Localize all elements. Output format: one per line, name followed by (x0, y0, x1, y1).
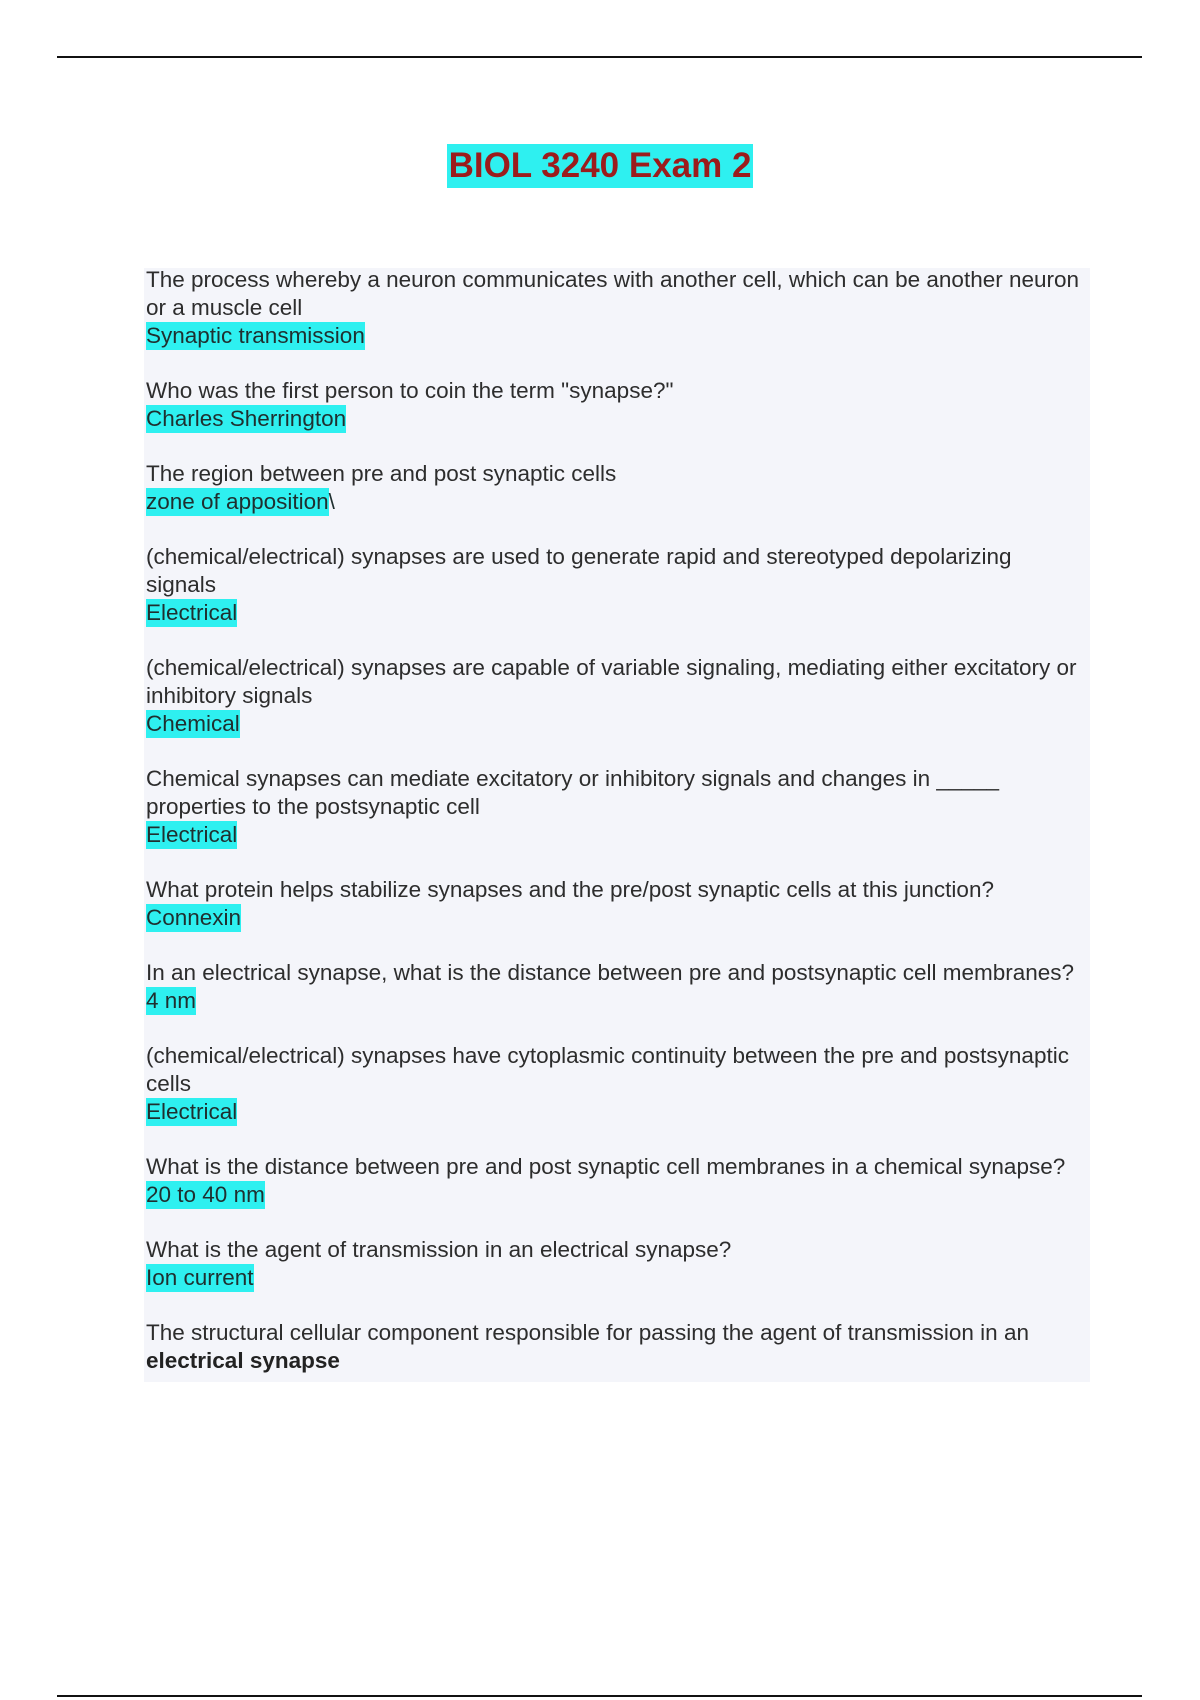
qa-item (146, 1236, 1086, 1292)
footer-rule (57, 1695, 1142, 1697)
question-text: Chemical synapses can mediate excitatory or inhibitory signals and changes in _____ properties to the postsynaptic cell (146, 766, 999, 819)
question-text: (chemical/electrical) synapses are capable of variable signaling, mediating either excitatory or inhibitory signals (146, 655, 1077, 708)
qa-item-last (146, 1319, 1086, 1375)
question-text: Who was the first person to coin the term "synapse?" (146, 378, 674, 403)
header-rule (57, 56, 1142, 58)
answer-highlight: Charles Sherrington (146, 406, 347, 431)
qa-item (146, 876, 1086, 932)
question-text: What is the agent of transmission in an electrical synapse? (146, 1237, 732, 1262)
question-text: What protein helps stabilize synapses and the pre/post synaptic cells at this junction? (146, 877, 994, 902)
question-text: The structural cellular component responsible for passing the agent of transmission in an (146, 1320, 1029, 1345)
qa-item (146, 654, 1086, 738)
qa-item (146, 1042, 1086, 1126)
qa-list (146, 266, 1086, 1402)
answer-highlight: Electrical (146, 1099, 238, 1124)
qa-item (146, 765, 1086, 849)
question-text: The process whereby a neuron communicates with another cell, which can be another neuron or a muscle cell (146, 267, 1080, 320)
answer-highlight: Electrical (146, 600, 238, 625)
question-text: (chemical/electrical) synapses have cytoplasmic continuity between the pre and postsynaptic cells (146, 1043, 1069, 1096)
qa-item (146, 460, 1086, 516)
qa-item (146, 543, 1086, 627)
answer-highlight: zone of apposition (146, 489, 329, 514)
qa-item (146, 959, 1086, 1015)
answer-trailing-mark: \ (328, 489, 335, 514)
title-container (0, 144, 1200, 188)
answer-highlight: Electrical (146, 822, 238, 847)
question-text: In an electrical synapse, what is the distance between pre and postsynaptic cell membranes? (146, 960, 1075, 985)
answer-highlight: Synaptic transmission (146, 323, 365, 348)
answer-highlight: Chemical (146, 711, 240, 736)
question-text: The region between pre and post synaptic cells (146, 461, 617, 486)
answer-highlight: 20 to 40 nm (146, 1182, 265, 1207)
answer-highlight: Connexin (146, 905, 242, 930)
answer-highlight: Ion current (146, 1265, 254, 1290)
answer-highlight: 4 nm (146, 988, 197, 1013)
qa-item (146, 266, 1086, 350)
question-text: What is the distance between pre and post synaptic cell membranes in a chemical synapse? (146, 1154, 1066, 1179)
qa-item (146, 377, 1086, 433)
question-emphasis: electrical synapse (146, 1348, 340, 1373)
page-title: BIOL 3240 Exam 2 (447, 144, 754, 188)
question-text: (chemical/electrical) synapses are used to generate rapid and stereotyped depolarizing signals (146, 544, 1012, 597)
qa-item (146, 1153, 1086, 1209)
